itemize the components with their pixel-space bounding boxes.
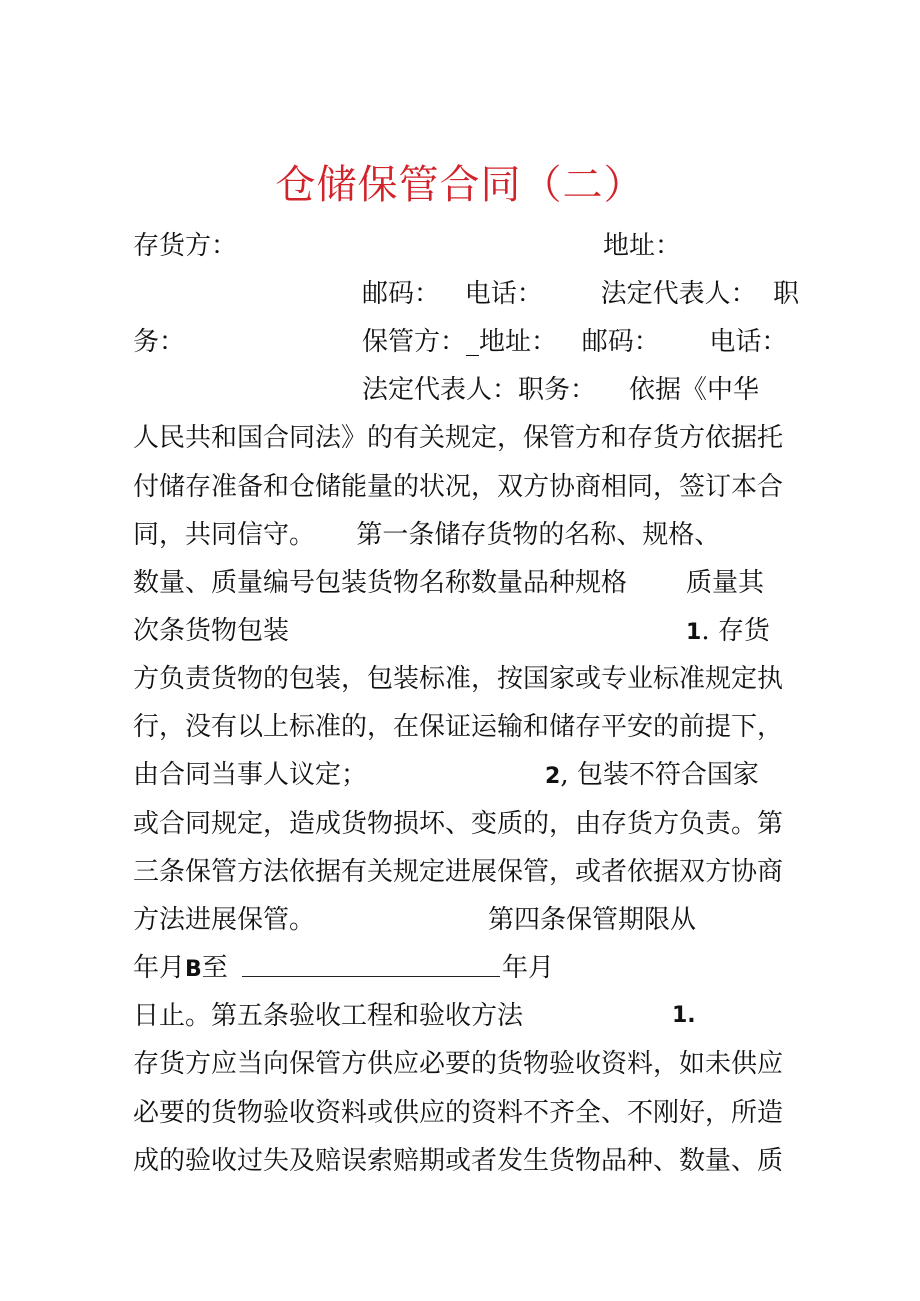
text-line: 保管方：_地址： 邮码： 电话： xyxy=(362,327,788,357)
text-line: 行，没有以上标准的，在保证运输和储存平安的前提下， xyxy=(133,712,784,742)
text-line: 方法进展保管。 xyxy=(133,905,316,935)
text-line: 质量其 xyxy=(686,568,765,598)
text-line: 由合同当事人议定； xyxy=(133,760,368,790)
text-line: 年月 xyxy=(502,953,555,983)
text-fragment: 年月 xyxy=(133,953,186,983)
date-blank-line xyxy=(242,976,500,977)
text-line: 务： xyxy=(133,327,186,357)
text-line xyxy=(545,759,759,793)
text-line: 同，共同信守。 第一条储存货物的名称、规格、 xyxy=(133,520,721,550)
text-fragment: , 包装不符合国家 xyxy=(560,760,759,790)
text-line: 数量、质量编号包装货物名称数量品种规格 xyxy=(133,568,628,598)
text-fragment: 至 xyxy=(201,953,228,983)
text-line: 存货方应当向保管方供应必要的货物验收资料，如未供应 xyxy=(133,1049,784,1079)
text-line: 成的验收过失及赔误索赔期或者发生货物品种、数量、质 xyxy=(133,1146,784,1176)
clause-number: 2 xyxy=(545,764,561,789)
text-line xyxy=(133,952,228,986)
clause-number: 1 xyxy=(686,620,702,645)
text-line: 邮码： 电话： 法定代表人： 职 xyxy=(362,279,800,309)
text-line xyxy=(686,615,770,649)
text-line: 方负责货物的包装，包装标准，按国家或专业标准规定执 xyxy=(133,664,784,694)
text-line: 第四条保管期限从 xyxy=(488,905,697,935)
text-line: 日止。第五条验收工程和验收方法 xyxy=(133,1001,524,1031)
text-fragment: B xyxy=(185,957,202,982)
text-line: 或合同规定，造成货物损坏、变质的，由存货方负责。第 xyxy=(133,809,784,839)
text-line: 必要的货物验收资料或供应的资料不齐全、不刚好，所造 xyxy=(133,1098,784,1128)
text-line: 存货方： xyxy=(133,231,238,261)
text-line: 人民共和国合同法》的有关规定，保管方和存货方依据托 xyxy=(133,423,784,453)
text-line: 法定代表人：职务： 依据《中华 xyxy=(362,375,760,405)
text-line: 付储存准备和仓储能量的状况，双方协商相同，签订本合 xyxy=(133,472,784,502)
text-line: 地址： xyxy=(603,231,682,261)
text-line: 次条货物包装 xyxy=(133,616,290,646)
text-fragment: . 存货 xyxy=(701,616,770,646)
clause-number: 1. xyxy=(672,1003,696,1028)
document-title: 仓储保管合同（二） xyxy=(275,162,645,208)
text-line: 三条保管方法依据有关规定进展保管，或者依据双方协商 xyxy=(133,857,784,887)
